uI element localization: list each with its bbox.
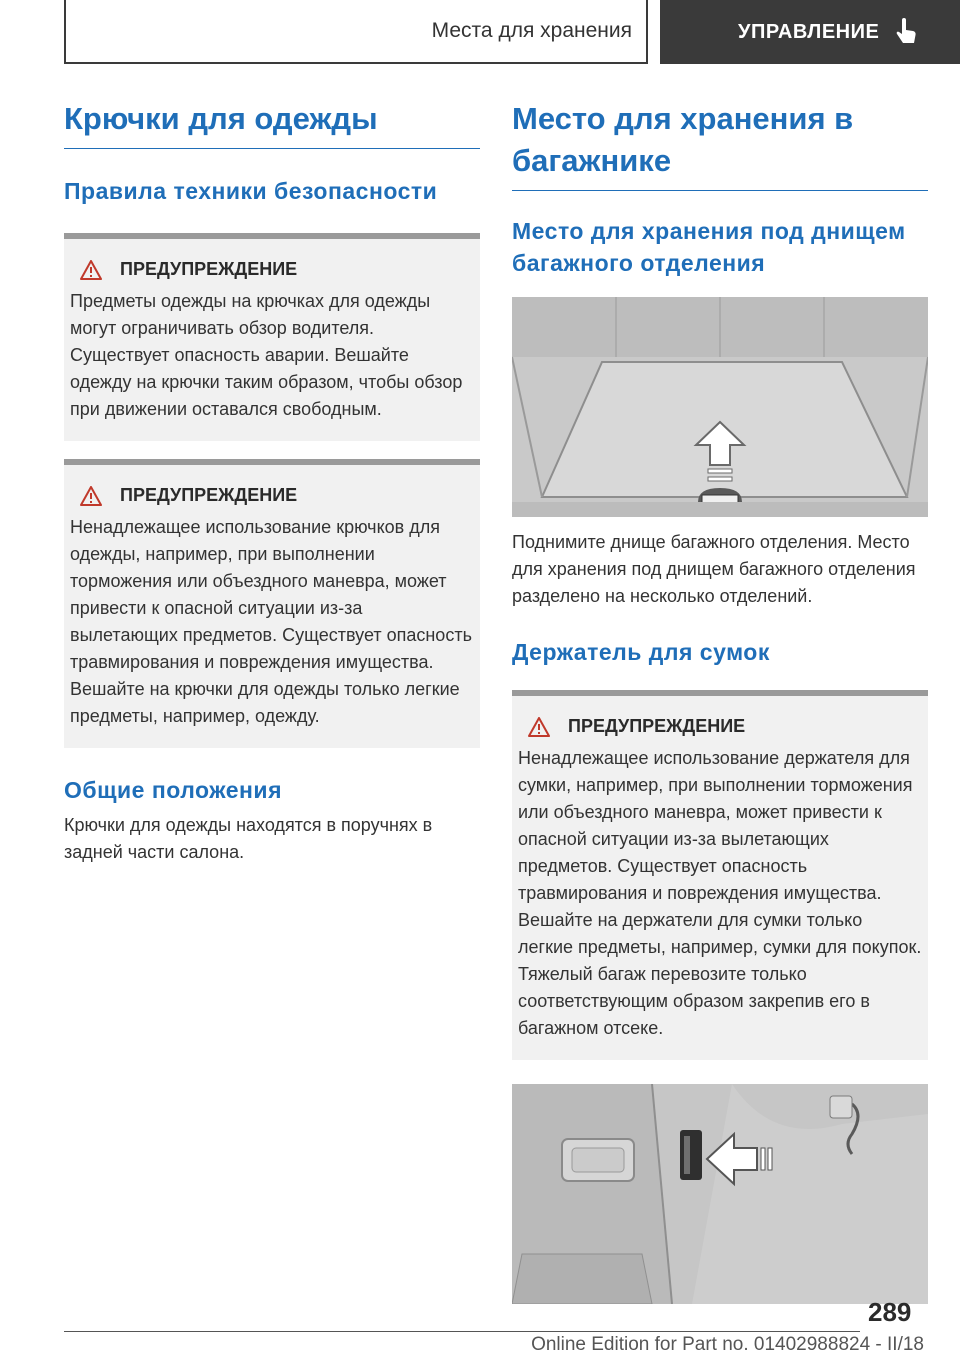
trunk-floor-illustration bbox=[512, 297, 928, 517]
footer-divider bbox=[64, 1331, 860, 1332]
warning-triangle-icon bbox=[528, 717, 550, 737]
general-heading: Общие положения bbox=[64, 777, 282, 803]
right-column bbox=[512, 98, 928, 1304]
warning-header bbox=[528, 716, 922, 737]
warning-label: ПРЕДУПРЕЖДЕНИЕ bbox=[120, 485, 298, 505]
warning-text: Ненадлежащее использование крючков для одежды, например, при выполнении торможения или объездного маневра, может привести к опасной ситуации из-за вылетающих предметов. Существует опасность травмирования и повреждения имущества. Вешайте на крючки для одежды только легкие предметы, например, одежду. bbox=[70, 517, 472, 726]
safety-heading: Правила техники безопасности bbox=[64, 178, 438, 204]
warning-box bbox=[64, 459, 480, 748]
page-number: 289 bbox=[868, 1297, 912, 1327]
warning-box bbox=[512, 690, 928, 1060]
underfloor-text: Поднимите днище багажного отделения. Место для хранения под днищем багажного отделения разделено на несколько отделений. bbox=[512, 532, 916, 606]
section-title: Места для хранения bbox=[431, 19, 632, 42]
warning-header bbox=[80, 259, 474, 280]
warning-header bbox=[80, 485, 474, 506]
underfloor-heading: Место для хранения под днищем багажного отделения bbox=[512, 218, 906, 276]
chapter-title: УПРАВЛЕНИЕ bbox=[738, 20, 880, 43]
bag-holder-illustration bbox=[512, 1084, 928, 1304]
section-title-hooks: Крючки для одежды bbox=[64, 98, 480, 149]
warning-box bbox=[64, 233, 480, 441]
bag-holder-heading: Держатель для сумок bbox=[512, 639, 770, 665]
warning-triangle-icon bbox=[80, 486, 102, 506]
chapter-header bbox=[660, 0, 960, 64]
warning-label: ПРЕДУПРЕЖДЕНИЕ bbox=[120, 259, 298, 279]
warning-text: Ненадлежащее использование держателя для сумки, например, при выполнении торможения или объездного маневра, может привести к опасной ситуации из-за вылетающих предметов. Существует опасность травмирования и повреждения имущества. Вешайте на держатели для сумки только легкие предметы, например, сумки для покупок. Тяжелый багаж перевозите только соответствующим образом закрепив его в багажном отсеке. bbox=[518, 748, 922, 1038]
warning-text: Предметы одежды на крючках для одежды могут ограничивать обзор водителя. Существует опасность аварии. Вешайте одежду на крючки таким образом, чтобы обзор при движении оставался свободным. bbox=[70, 291, 463, 419]
warning-label: ПРЕДУПРЕЖДЕНИЕ bbox=[568, 716, 746, 736]
section-header-tab bbox=[64, 0, 648, 64]
hand-pointer-icon bbox=[895, 18, 917, 46]
general-text: Крючки для одежды находятся в поручнях в задней части салона. bbox=[64, 815, 433, 862]
warning-triangle-icon bbox=[80, 260, 102, 280]
section-title-trunk-storage: Место для хранения в багажнике bbox=[512, 98, 928, 191]
left-column bbox=[64, 98, 480, 866]
footer-edition: Online Edition for Part no. 01402988824 - II/18 bbox=[531, 1334, 924, 1355]
